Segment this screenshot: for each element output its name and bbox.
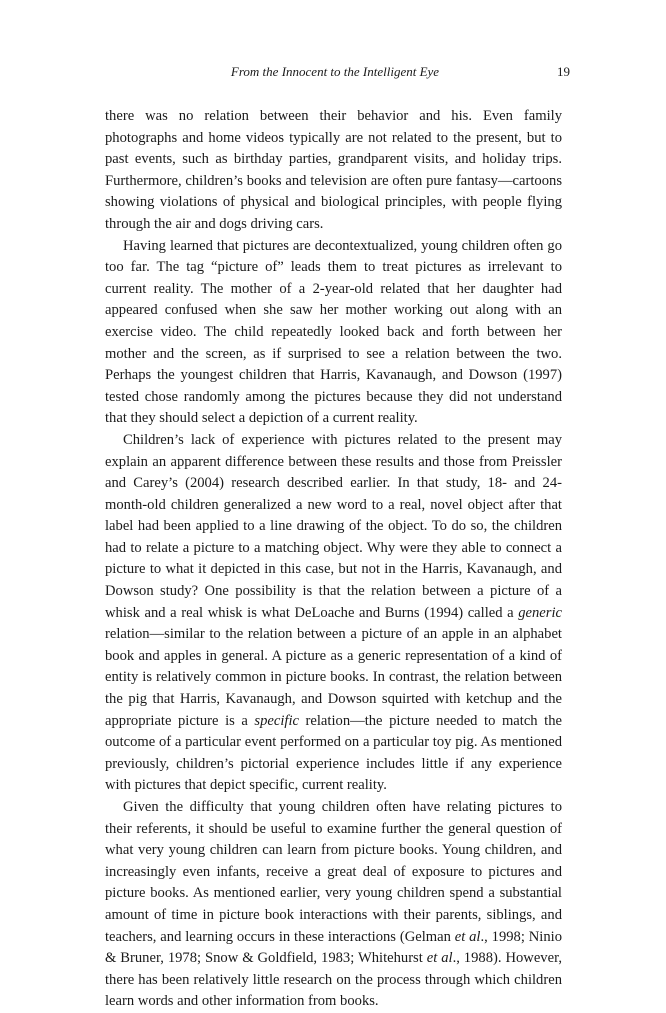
paragraph	[105, 236, 562, 430]
paragraph	[105, 106, 562, 236]
text-run: Children’s lack of experience with pictures related to the present may explain an apparent difference between these results and those from Preissler and Carey’s (2004) research described earlier. In that study, 18- and 24-month-old children generalized a new word to a real, novel object after that label had been applied to a line drawing of the object. To do so, the children had to relate a picture to a matching object. Why were they able to connect a picture to what it depicted in this case, but not in the Harris, Kavanaugh, and Dowson study? One possibility is that the relation between a picture of a whisk and a real whisk is what DeLoache and Burns (1994) called a	[105, 431, 562, 621]
text-run: Having learned that pictures are decontextualized, young children often go too far. The tag “picture of” leads them to treat pictures as irrelevant to current reality. The mother of a 2-year-old related that her daughter had appeared confused when she saw her mother working out along with an exercise video. The child repeatedly looked back and forth between her mother and the screen, as if surprised to see a relation between the two. Perhaps the youngest children that Harris, Kavanaugh, and Dowson (1997) tested chose randomly among the pictures because they did not understand that they should select a depiction of a current reality.	[105, 237, 562, 427]
page-number: 19	[557, 64, 570, 79]
text-run: there was no relation between their behavior and his. Even family photographs and home videos typically are not related to the present, but to past events, such as birthday parties, grandparent visits, and holiday trips. Furthermore, children’s books and television are often pure fantasy—cartoons showing violations of physical and biological principles, with people flying through the air and dogs driving cars.	[105, 108, 562, 232]
text-run: relation—the picture needed to match the outcome of a particular event performed on a particular toy pig. As mentioned previously, children’s pictorial experience includes little if any experience with pictures that depict specific, current reality.	[105, 712, 562, 794]
running-header	[140, 64, 570, 84]
body-text	[105, 106, 562, 1013]
paragraph	[105, 797, 562, 1013]
text-run: relation—similar to the relation between a picture of an apple in an alphabet book and apples in general. A picture as a generic representation of a kind of entity is relatively common in picture books. In contrast, the relation between the pig that Harris, Kavanaugh, and Dowson squirted with ketchup and the appropriate picture is a	[105, 626, 562, 729]
italic-run: specific	[254, 712, 299, 729]
italic-run: generic	[518, 604, 562, 621]
italic-run: et al	[454, 928, 481, 945]
text-run: Given the difficulty that young children often have relating pictures to their referents, it should be useful to examine further the general question of what very young children can learn from picture books. Young children, and increasingly even infants, receive a great deal of exposure to pictures and picture books. As mentioned earlier, very young children spend a substantial amount of time in picture book interactions with their parents, siblings, and teachers, and learning occurs in these interactions (Gelman	[105, 799, 562, 945]
text-run: ., 1988). However, there has been relatively little research on the process through which children learn words and other information from books.	[105, 950, 562, 1010]
running-title: From the Innocent to the Intelligent Eye	[230, 64, 440, 79]
paragraph	[105, 430, 562, 797]
italic-run: et al	[426, 950, 453, 967]
text-run: ., 1998; Ninio & Bruner, 1978; Snow & Goldfield, 1983; Whitehurst	[105, 928, 562, 967]
